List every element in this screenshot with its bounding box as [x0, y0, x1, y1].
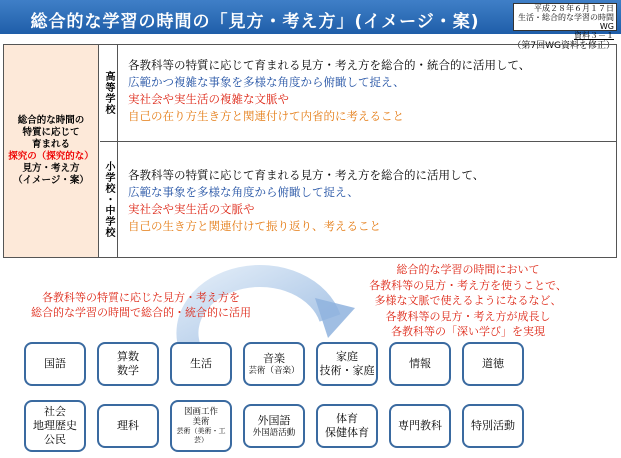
subject-tokubetsu — [462, 404, 524, 448]
subject-label: 体育 — [336, 412, 358, 425]
elem-middle-text — [128, 167, 484, 235]
main-table — [3, 44, 617, 258]
subject-label: 特別活動 — [471, 419, 515, 432]
row-divider — [100, 141, 616, 142]
hs-l1: 各教科等の特質に応じて育まれる見方・考え方を総合的・統合的に活用して、 — [128, 58, 531, 72]
right-exp-line: 多様な文脈で使えるようになるなど、 — [374, 294, 562, 307]
subject-label: 図画工作 — [183, 407, 218, 417]
elem-middle-label: 小学校・中学校 — [100, 141, 118, 257]
subject-label: 国語 — [44, 357, 66, 370]
subject-label: 公民 — [44, 433, 66, 446]
right-exp-line: 各教科等の「深い学び」を実現 — [391, 325, 545, 338]
subject-label: 芸術（音楽） — [248, 366, 300, 376]
subject-sansu — [97, 342, 159, 386]
em-line4 — [128, 218, 484, 235]
em-l3: 実社会や実生活の文脈や — [128, 202, 255, 216]
subject-joho — [389, 342, 451, 386]
subject-taiiku — [316, 404, 378, 448]
right-explanation — [318, 262, 618, 340]
meta-date: 平成２８年６月１７日 — [534, 4, 614, 13]
subject-label: 技術・家庭 — [319, 364, 375, 377]
hs-l3: 実社会や実生活の複雑な文脈や — [128, 92, 289, 106]
right-exp-line: 各教科等の見方・考え方が成長し — [385, 309, 551, 323]
left-line: 総合的な時間の — [17, 115, 85, 126]
left-line: 育まれる — [31, 139, 70, 150]
subject-label: 情報 — [409, 357, 431, 370]
subject-label: 保健体育 — [325, 426, 369, 439]
subject-rika — [97, 404, 159, 448]
subject-label: 地理歴史 — [33, 419, 77, 432]
subject-label: 社会 — [44, 405, 66, 418]
subject-ongaku — [243, 342, 305, 386]
em-line2 — [128, 184, 484, 201]
subject-label: 理科 — [117, 419, 139, 432]
subject-label: 生活 — [190, 357, 212, 370]
subject-label: 算数 — [117, 350, 139, 363]
left-label-cell — [4, 45, 99, 257]
subject-kokugo — [24, 342, 86, 386]
hs-line2 — [128, 74, 530, 91]
em-l4: 自己の生き方と関連付けて振り返り、考えること — [128, 219, 381, 233]
subject-label: 道徳 — [482, 357, 504, 370]
left-exp-line: 総合的な学習の時間で総合的・統合的に活用 — [31, 306, 251, 319]
subject-label: 芸術（美術・工芸） — [176, 427, 226, 444]
meta-doc-number: 資料３－１ — [574, 31, 614, 40]
subject-dotoku — [462, 342, 524, 386]
revision-note: （第7回WG資料を修正） — [512, 41, 615, 51]
header-bar — [0, 0, 621, 40]
right-exp-line: 各教科等の見方・考え方を使うことで、 — [369, 278, 567, 292]
hs-line1 — [128, 57, 530, 74]
high-school-text — [128, 57, 530, 125]
hs-line3 — [128, 91, 530, 108]
hs-line4 — [128, 108, 530, 125]
subject-katei — [316, 342, 378, 386]
em-l1: 各教科等の特質に応じて育まれる見方・考え方を総合的に活用して、 — [128, 168, 485, 182]
subject-label: 外国語活動 — [252, 428, 296, 438]
page-title: 総合的な学習の時間の「見方・考え方」(イメージ・案) — [30, 12, 480, 32]
left-line-red: 探究の（探究的な） — [8, 151, 94, 162]
high-school-label: 高等学校 — [100, 45, 118, 141]
left-explanation — [10, 290, 272, 320]
subject-label: 家庭 — [336, 350, 358, 363]
subject-label: 音楽 — [263, 352, 285, 365]
subject-shakai — [24, 400, 86, 452]
right-exp-line: 総合的な学習の時間において — [396, 263, 540, 276]
hs-l2: 広範かつ複雑な事象を多様な角度から俯瞰して捉え、 — [128, 75, 405, 89]
subject-label: 美術 — [192, 417, 210, 427]
subject-seikatsu — [170, 342, 232, 386]
hs-l4: 自己の在り方生き方と関連付けて内省的に考えること — [128, 109, 404, 123]
left-line: 見方・考え方 — [22, 163, 80, 174]
left-line: （イメージ・案） — [13, 175, 89, 186]
subject-label: 外国語 — [257, 414, 291, 427]
left-line: 特質に応じて — [22, 127, 80, 138]
em-line3 — [128, 201, 484, 218]
subject-senmon — [389, 404, 451, 448]
meta-group: 生活・総合的な学習の時間WG — [518, 13, 614, 31]
left-exp-line: 各教科等の特質に応じた見方・考え方を — [42, 291, 240, 304]
em-line1 — [128, 167, 484, 184]
subject-gaikokugo — [243, 404, 305, 448]
subject-zuga — [170, 400, 232, 452]
document-meta — [513, 3, 617, 40]
subject-label: 専門教科 — [398, 419, 442, 432]
subject-label: 数学 — [117, 364, 139, 377]
em-l2: 広範な事象を多様な角度から俯瞰して捉え、 — [128, 185, 359, 199]
